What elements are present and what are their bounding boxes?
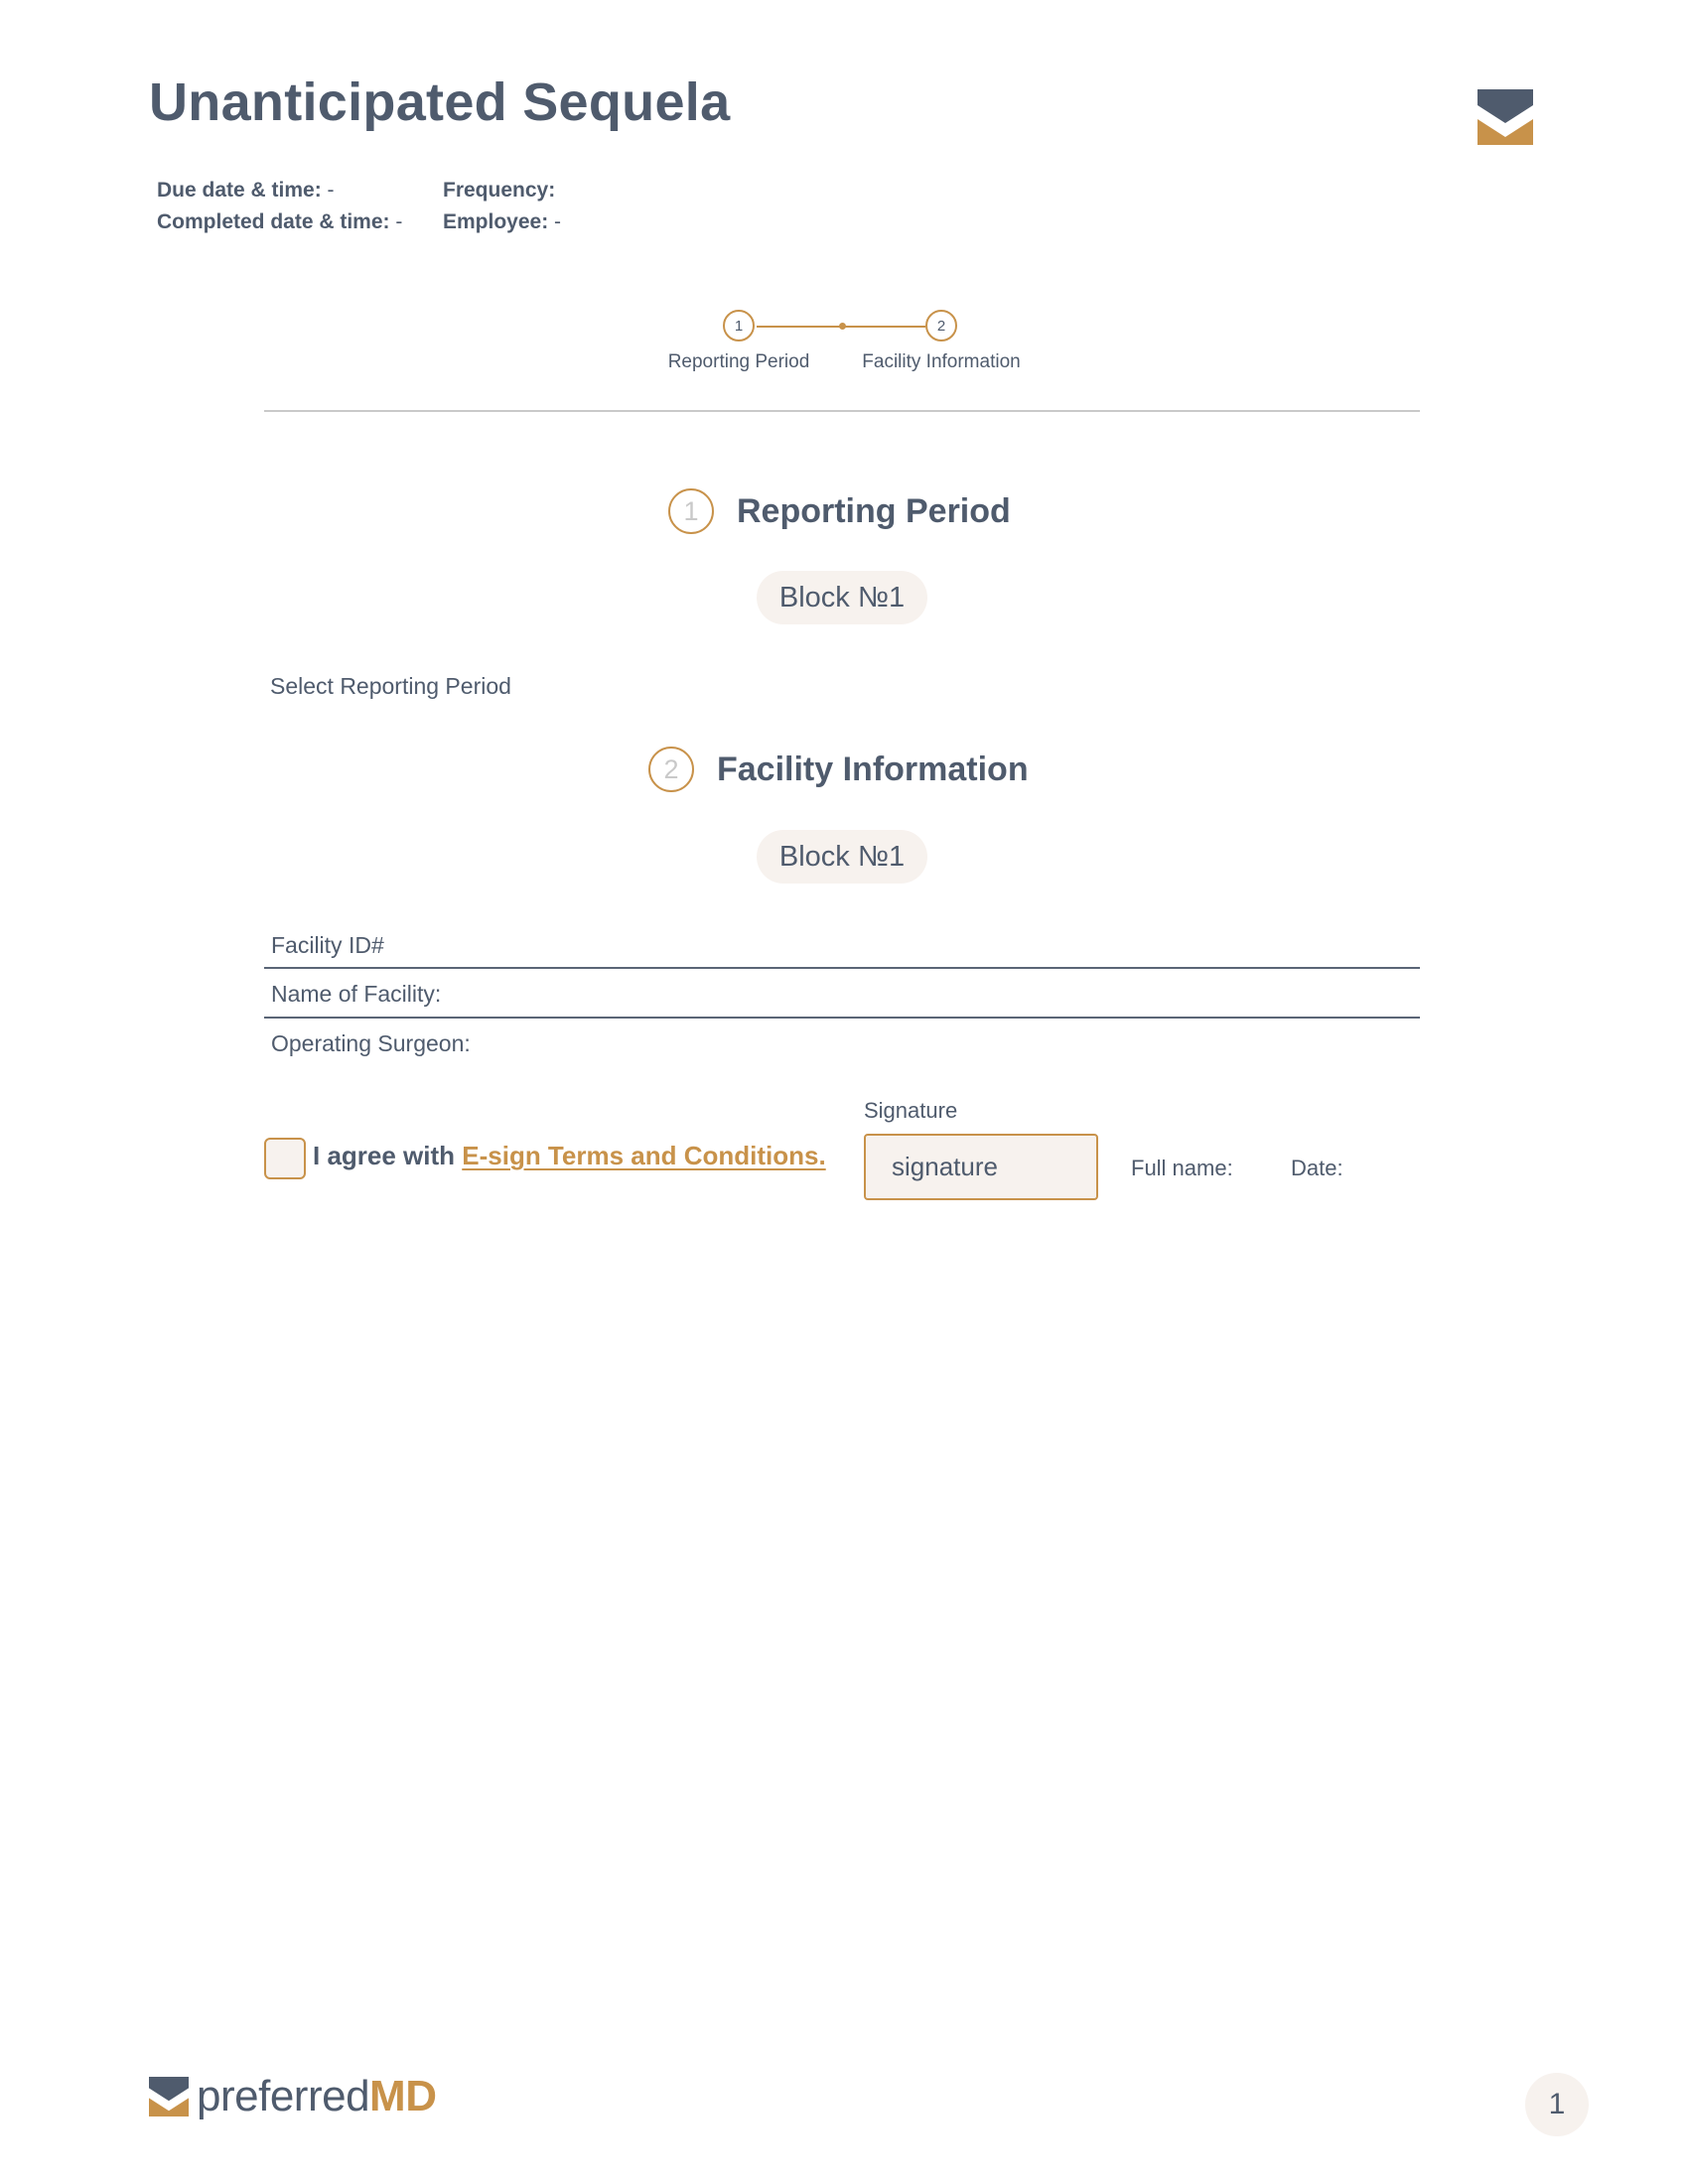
section-2-number: 2 bbox=[648, 747, 694, 792]
field-divider bbox=[264, 967, 1420, 969]
signature-field[interactable]: signature bbox=[864, 1134, 1098, 1200]
signature-label: Signature bbox=[864, 1098, 958, 1123]
section-2-block-badge: Block №1 bbox=[757, 830, 927, 884]
step-2-circle[interactable]: 2 bbox=[925, 310, 957, 341]
completed-date bbox=[157, 210, 402, 234]
header-divider bbox=[264, 410, 1420, 412]
select-reporting-period-field[interactable]: Select Reporting Period bbox=[270, 673, 511, 699]
brand-wordmark-prefix: preferred bbox=[197, 2072, 370, 2120]
step-2-label[interactable]: Facility Information bbox=[862, 351, 1021, 372]
brand-wordmark bbox=[197, 2072, 436, 2121]
step-1-label[interactable]: Reporting Period bbox=[667, 351, 810, 372]
footer-brand bbox=[149, 2072, 436, 2121]
due-date bbox=[157, 179, 335, 203]
completed-date-value: - bbox=[395, 210, 403, 233]
section-1-title: Reporting Period bbox=[737, 492, 1011, 530]
agree-checkbox[interactable] bbox=[264, 1138, 306, 1179]
completed-date-label: Completed date & time: bbox=[157, 210, 390, 233]
frequency-label: Frequency: bbox=[443, 179, 556, 202]
document-title: Unanticipated Sequela bbox=[149, 72, 731, 132]
page-number: 1 bbox=[1525, 2073, 1589, 2136]
esign-terms-link[interactable]: E-sign Terms and Conditions. bbox=[462, 1141, 826, 1170]
employee-value: - bbox=[554, 210, 562, 233]
brand-wordmark-suffix: MD bbox=[369, 2072, 437, 2120]
employee bbox=[443, 210, 561, 234]
agree-statement bbox=[313, 1141, 826, 1171]
facility-id-field[interactable]: Facility ID# bbox=[271, 932, 384, 958]
date-label: Date: bbox=[1291, 1156, 1343, 1180]
section-2-title: Facility Information bbox=[717, 751, 1029, 788]
full-name-label: Full name: bbox=[1131, 1156, 1233, 1180]
step-1-circle[interactable]: 1 bbox=[723, 310, 755, 341]
facility-name-field[interactable]: Name of Facility: bbox=[271, 981, 442, 1007]
due-date-label: Due date & time: bbox=[157, 179, 322, 202]
field-divider bbox=[264, 1017, 1420, 1019]
section-1-number: 1 bbox=[668, 488, 714, 534]
operating-surgeon-field[interactable]: Operating Surgeon: bbox=[271, 1030, 471, 1056]
brand-mark-icon bbox=[149, 2077, 189, 2116]
due-date-value: - bbox=[327, 179, 335, 202]
section-1-block-badge: Block №1 bbox=[757, 571, 927, 624]
agree-prefix: I agree with bbox=[313, 1141, 463, 1170]
stepper-midpoint bbox=[839, 323, 846, 330]
employee-label: Employee: bbox=[443, 210, 549, 233]
frequency bbox=[443, 179, 555, 203]
brand-logo-icon bbox=[1477, 89, 1533, 145]
